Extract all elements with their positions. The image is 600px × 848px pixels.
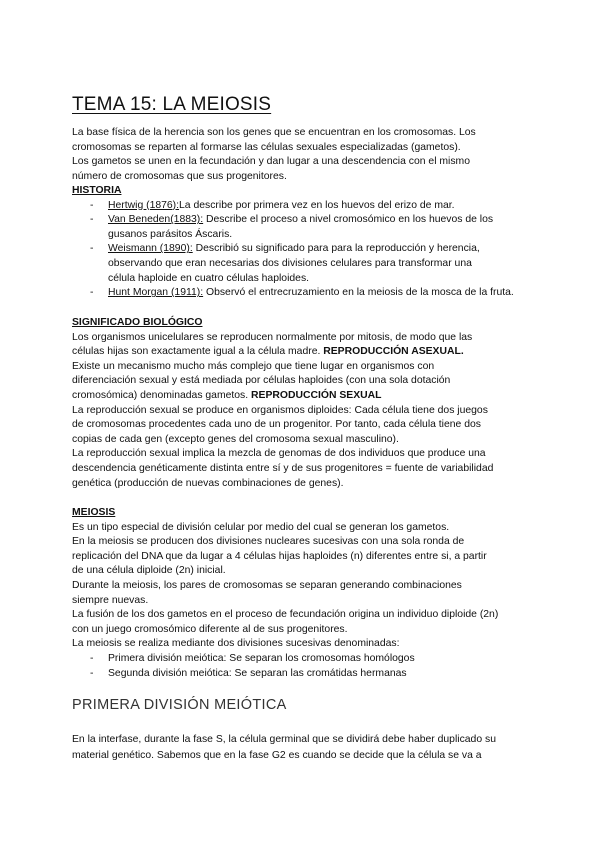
section-heading-primera: PRIMERA DIVISIÓN MEIÓTICA [72, 697, 287, 713]
historia-heading: HISTORIA [72, 185, 122, 196]
paragraph-line: replicación del DNA que da lugar a 4 células hijas haploides (n) diferentes entre si, a partir [72, 550, 487, 562]
paragraph-line: diferenciación sexual y está mediada por células haploides (con una sola dotación [72, 375, 451, 387]
item-text: La describe por primera vez en los huevos del erizo de mar. [179, 199, 455, 211]
paragraph-line: con un juego cromosómico diferente al de sus progenitores. [72, 623, 348, 635]
item-text: Describió su significado para para la reproducción y herencia, [192, 243, 480, 255]
emphasis-sexual: REPRODUCCIÓN SEXUAL [251, 389, 382, 401]
paragraph-line: La reproducción sexual implica la mezcla de genomas de dos individuos que produce una [72, 448, 486, 460]
paragraph-line: Es un tipo especial de división celular por medio del cual se generan los gametos. [72, 521, 450, 533]
list-item [72, 286, 514, 301]
page-title: TEMA 15: LA MEIOSIS [72, 94, 272, 115]
bullet-dash: - [90, 199, 94, 211]
paragraph-line: Los organismos unicelulares se reproducen normalmente por mitosis, de modo que las [72, 331, 473, 343]
meiosis-section [72, 506, 498, 681]
line-text: células hijas son exactamente igual a la célula madre. [72, 346, 324, 358]
intro-paragraph [72, 126, 476, 184]
intro-line: La base física de la herencia son los genes que se encuentran en los cromosomas. Los [72, 127, 476, 138]
intro-line: número de cromosomas que sus progenitores. [72, 170, 287, 182]
paragraph-line: En la interfase, durante la fase S, la célula germinal que se dividirá debe haber duplicado su [72, 734, 496, 745]
bullet-dash: - [90, 243, 94, 255]
scientist-name: Van Beneden(1883): [108, 214, 204, 226]
paragraph-line: material genético. Sabemos que en la fase G2 es cuando se decide que la célula se va a [72, 750, 482, 761]
list-item [72, 652, 498, 667]
meiosis-heading: MEIOSIS [72, 507, 116, 518]
scientist-name: Weismann (1890): [108, 243, 193, 255]
paragraph-line: La reproducción sexual se produce en organismos diploides: Cada célula tiene dos juegos [72, 404, 488, 416]
paragraph-line: de una célula diploide (2n) inicial. [72, 565, 226, 577]
item-text: gusanos parásitos Áscaris. [108, 228, 233, 240]
paragraph-line: Existe un mecanismo mucho más complejo que tiene lugar en organismos con [72, 360, 435, 372]
intro-line: Los gametos se unen en la fecundación y dan lugar a una descendencia con el mismo [72, 156, 470, 168]
item-text: Segunda división meiótica: Se separan las cromátidas hermanas [108, 667, 407, 679]
paragraph-line: La fusión de los dos gametos en el proceso de fecundación origina un individuo diploide (2n) [72, 609, 499, 621]
scientist-name: Hunt Morgan (1911): [108, 287, 204, 299]
historia-section [72, 184, 514, 301]
paragraph-line: copias de cada gen (excepto genes del cromosoma sexual masculino). [72, 433, 399, 445]
list-item [72, 213, 514, 242]
item-text: Primera división meiótica: Se separan los cromosomas homólogos [108, 652, 415, 664]
paragraph-line: de cromosomas procedentes cada uno de un progenitor. Por tanto, cada célula tiene dos [72, 419, 481, 431]
significado-section [72, 316, 493, 491]
significado-heading: SIGNIFICADO BIOLÓGICO [72, 317, 203, 328]
paragraph-line: Durante la meiosis, los pares de cromosomas se separan generando combinaciones [72, 579, 462, 591]
item-text: Describe el proceso a nivel cromosómico en los huevos de los [203, 214, 494, 226]
paragraph-line: descendencia genéticamente distinta entre sí y de sus progenitores = fuente de variabilidad [72, 462, 494, 474]
paragraph-line: En la meiosis se producen dos divisiones nucleares sucesivas con una sola ronda de [72, 536, 465, 548]
meiosis-list [72, 652, 498, 681]
line-text: cromosómica) denominadas gametos. [72, 389, 252, 401]
intro-line: cromosomas se reparten al formarse las células sexuales especializadas (gametos). [72, 141, 461, 153]
list-item [72, 242, 514, 286]
bullet-dash: - [90, 214, 94, 226]
paragraph-line [72, 389, 493, 404]
paragraph-line: siempre nuevas. [72, 594, 149, 606]
historia-list [72, 199, 514, 301]
bullet-dash: - [90, 652, 94, 664]
item-text: observando que eran necesarias dos divisiones celulares para transformar una [108, 257, 472, 269]
paragraph-line: genética (producción de nuevas combinaciones de genes). [72, 477, 344, 489]
list-item [72, 199, 514, 214]
scientist-name: Hertwig (1876): [108, 199, 180, 211]
item-text: célula haploide en cuatro células haploides. [108, 272, 310, 284]
paragraph-line: La meiosis se realiza mediante dos divisiones sucesivas denominadas: [72, 638, 400, 650]
bullet-dash: - [90, 287, 94, 299]
bullet-dash: - [90, 667, 94, 679]
item-text: Observó el entrecruzamiento en la meiosis de la mosca de la fruta. [203, 287, 514, 299]
list-item [72, 667, 498, 682]
emphasis-asexual: REPRODUCCIÓN ASEXUAL. [323, 346, 464, 358]
paragraph-line [72, 345, 493, 360]
primera-paragraph [72, 732, 496, 764]
